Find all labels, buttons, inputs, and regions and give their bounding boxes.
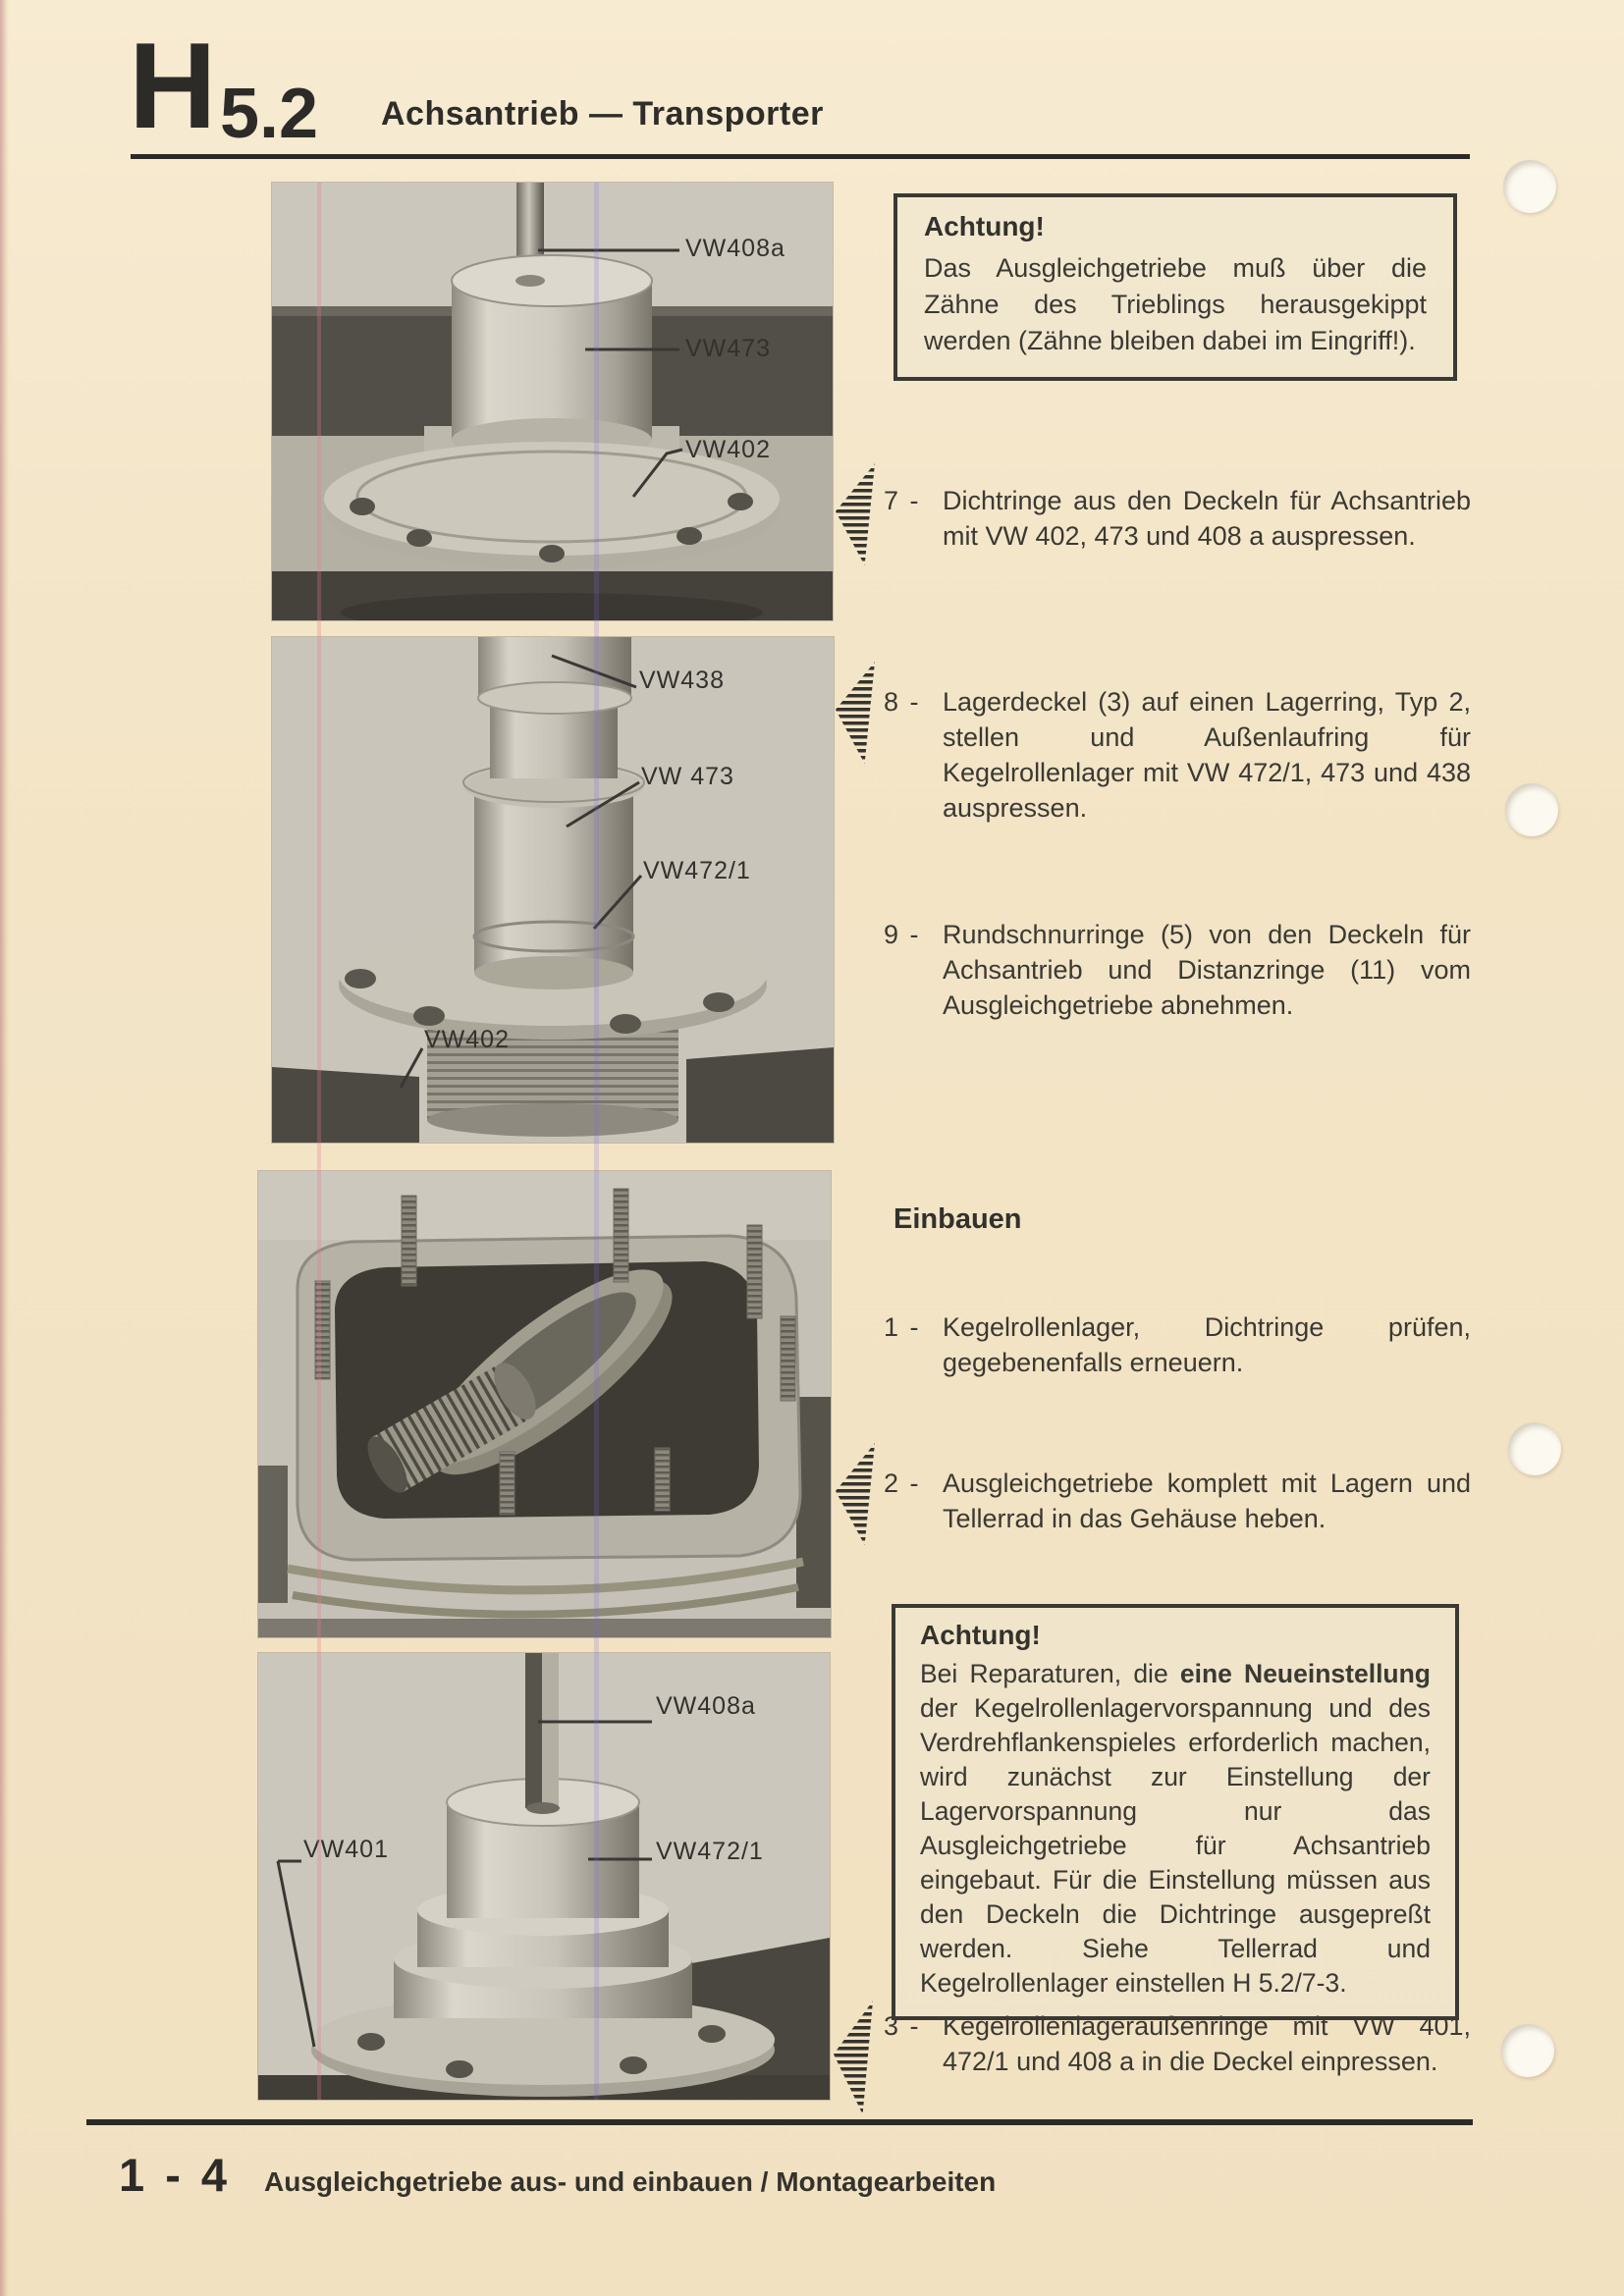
- step-item-3: [884, 2008, 1471, 2079]
- step-number: 1 -: [884, 1312, 921, 1342]
- step-number: 8 -: [884, 687, 921, 717]
- figure-photo-4: [258, 1653, 830, 2100]
- step-text: Lagerdeckel (3) auf einen Lagerring, Typ 2, stellen und Außenlaufring für Kegelrollenlager mit VW 472/1, 473 und 438 auspressen.: [943, 687, 1471, 823]
- footer-caption: Ausgleichgetriebe aus- und einbauen / Montagearbeiten: [264, 2166, 997, 2197]
- scan-streak: [317, 183, 321, 2100]
- tool-label: VW402: [424, 1026, 510, 1053]
- step-text: Kegelrollenlageraußenringe mit VW 401, 472/1 und 408 a in die Deckel einpressen.: [943, 2011, 1471, 2076]
- warning-box-1: [893, 193, 1457, 381]
- step-item-2: [884, 1466, 1471, 1536]
- tool-label: VW408a: [685, 235, 785, 262]
- section-code-number: 5.2: [220, 75, 319, 153]
- warning-title: Achtung!: [924, 211, 1045, 241]
- punch-hole: [1501, 2024, 1554, 2077]
- page-title: Achsantrieb — Transporter: [381, 95, 824, 133]
- figure-3-graphic: [258, 1171, 831, 1637]
- tool-label: VW438: [639, 667, 725, 694]
- warning-title: Achtung!: [920, 1620, 1041, 1650]
- scan-streak: [594, 183, 599, 2100]
- punch-hole: [1505, 783, 1558, 836]
- tool-label: VW408a: [656, 1692, 756, 1720]
- tool-label: VW401: [303, 1836, 389, 1863]
- tool-label: VW473: [685, 335, 771, 362]
- step-pointer-icon: [834, 1999, 873, 2114]
- figure-2-graphic: [272, 637, 834, 1143]
- step-text: Ausgleichgetriebe komplett mit Lagern und Tellerrad in das Gehäuse heben.: [943, 1468, 1471, 1533]
- tool-label: VW 473: [641, 763, 734, 790]
- footer-rule: [86, 2119, 1473, 2125]
- step-item-7: [884, 483, 1471, 554]
- step-pointer-icon: [836, 1441, 875, 1545]
- punch-hole: [1503, 160, 1556, 213]
- figure-photo-2: [272, 637, 834, 1143]
- step-number: 9 -: [884, 920, 921, 949]
- warning-text-bold: eine Neueinstellung: [1179, 1659, 1431, 1688]
- step-item-9: [884, 917, 1471, 1023]
- step-pointer-icon: [836, 461, 875, 565]
- page-number: 1 - 4: [119, 2149, 232, 2201]
- step-number: 2 -: [884, 1468, 921, 1498]
- header-rule: [131, 154, 1470, 159]
- tool-label: VW472/1: [656, 1838, 764, 1865]
- figure-photo-3: [258, 1171, 831, 1637]
- step-text: Kegelrollenlager, Dichtringe prüfen, gegebenenfalls erneuern.: [943, 1312, 1471, 1377]
- step-text: Rundschnurringe (5) von den Deckeln für Achsantrieb und Distanzringe (11) vom Ausgleichgetriebe abnehmen.: [943, 920, 1471, 1020]
- tool-label: VW472/1: [643, 857, 751, 884]
- step-item-8: [884, 684, 1471, 826]
- step-pointer-icon: [836, 660, 875, 764]
- section-heading: Einbauen: [893, 1203, 1022, 1235]
- warning-box-2: [892, 1604, 1459, 2020]
- step-number: 7 -: [884, 486, 921, 515]
- figure-photo-1: [272, 183, 833, 620]
- step-number: 3 -: [884, 2011, 921, 2041]
- tool-label: VW402: [685, 436, 771, 463]
- step-text: Dichtringe aus den Deckeln für Achsantrieb mit VW 402, 473 und 408 a auspressen.: [943, 486, 1471, 551]
- punch-hole: [1508, 1422, 1561, 1475]
- step-item-1: [884, 1309, 1471, 1380]
- warning-text: Das Ausgleichgetriebe muß über die Zähne des Trieblings herausgekippt werden (Zähne bleiben dabei im Eingriff!).: [924, 253, 1427, 355]
- warning-text: Bei Reparaturen, die eine Neueinstellung der Kegelrollenlagervorspannung und des Verdrehflankenspieles erforderlich machen, wird zunächst zur Einstellung der Lagervorspannung nur das Ausgleichgetriebe für Achsantrieb eingebaut. Für die Einstellung müssen aus den Deckeln die Dichtringe ausgepreßt werden. Siehe Tellerrad und Kegelrollenlager einstellen H 5.2/7-3.: [920, 1659, 1431, 1998]
- section-code-letter: H: [129, 19, 214, 154]
- page-edge-shadow: [0, 0, 9, 2296]
